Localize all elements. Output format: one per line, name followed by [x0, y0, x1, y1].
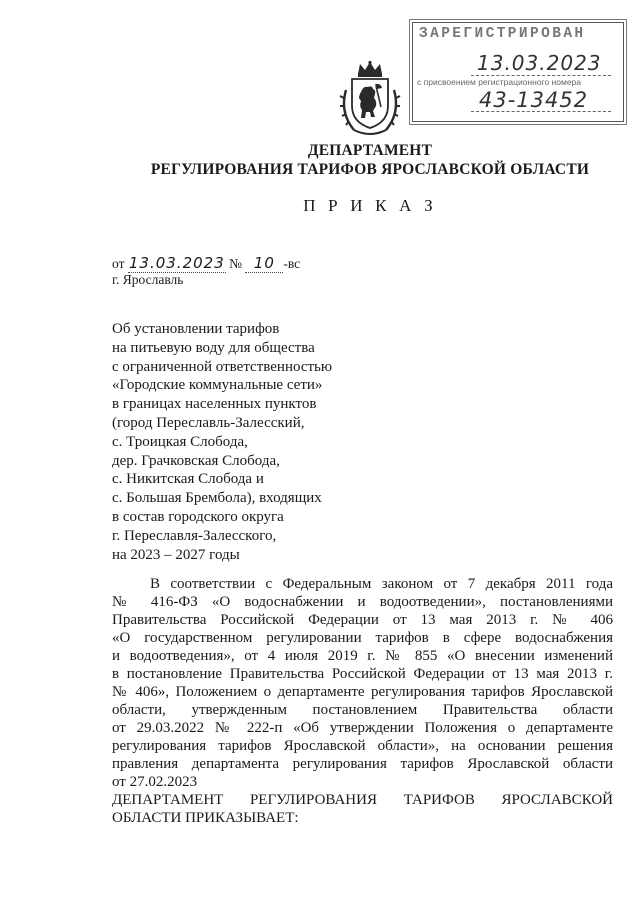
body-line: № 416-ФЗ «О водоснабжении и водоотведении», постановлениями	[112, 594, 613, 610]
body-line: от 27.02.2023	[112, 774, 198, 790]
body-line: «О государственном регулировании тарифов в сфере водоснабжения	[112, 630, 613, 646]
order-number-suffix: -вс	[283, 256, 301, 271]
registration-stamp	[412, 22, 624, 122]
number-sign: №	[229, 256, 243, 271]
subject-line: с. Большая Брембола), входящих	[112, 490, 322, 507]
body-line: Правительства Российской Федерации от 13 мая 2013 г. № 406	[112, 612, 613, 628]
coat-of-arms-icon	[338, 60, 402, 138]
subject-line: в состав городского округа	[112, 508, 284, 525]
document-type-title: П Р И К А З	[303, 196, 437, 215]
subject-line: дер. Грачковская Слобода,	[112, 452, 280, 469]
subject-line: с. Троицкая Слобода,	[112, 433, 248, 450]
order-number: 10	[245, 254, 283, 273]
subject-line: на 2023 – 2027 годы	[112, 546, 240, 563]
stamp-date-underline	[471, 75, 611, 76]
department-title-line-2: РЕГУЛИРОВАНИЯ ТАРИФОВ ЯРОСЛАВСКОЙ ОБЛАСТИ	[150, 161, 590, 178]
body-line: правления департамента регулирования тарифов Ярославской области	[112, 756, 613, 772]
subject-line: «Городские коммунальные сети»	[112, 377, 323, 394]
stamp-number: 43-13452	[479, 88, 589, 112]
subject-line: г. Переславля-Залесского,	[112, 527, 277, 544]
subject-line: с ограниченной ответственностью	[112, 358, 333, 375]
order-body	[112, 575, 613, 827]
date-prefix: от	[112, 256, 125, 271]
declaration-line: ОБЛАСТИ ПРИКАЗЫВАЕТ:	[112, 810, 299, 826]
order-subject	[112, 320, 332, 564]
order-city: г. Ярославль	[112, 272, 184, 287]
subject-line: с. Никитская Слобода и	[112, 471, 264, 488]
order-date-number	[112, 254, 300, 273]
stamp-number-underline	[471, 111, 611, 112]
stamp-caption: с присвоением регистрационного номера	[417, 77, 581, 87]
subject-line: Об установлении тарифов	[112, 321, 280, 337]
declaration-line: ДЕПАРТАМЕНТ РЕГУЛИРОВАНИЯ ТАРИФОВ ЯРОСЛАВСКОЙ	[112, 792, 613, 808]
body-line: от 29.03.2022 № 222-п «Об утверждении Положения о департаменте	[112, 720, 613, 736]
body-line: в постановление Правительства Российской Федерации от 13 мая 2013 г.	[112, 666, 613, 682]
stamp-title: ЗАРЕГИСТРИРОВАН	[419, 26, 586, 42]
body-line: области, утвержденным постановлением Правительства области	[112, 702, 613, 718]
department-title-line-1: ДЕПАРТАМЕНТ	[307, 142, 433, 159]
body-line: В соответствии с Федеральным законом от 7 декабря 2011 года	[150, 576, 613, 592]
body-line: № 406», Положением о департаменте регулирования тарифов Ярославской	[112, 684, 613, 700]
stamp-date: 13.03.2023	[477, 51, 602, 75]
body-line: и водоотведения», от 4 июля 2019 г. № 855 «О внесении изменений	[112, 648, 613, 664]
subject-line: (город Переславль-Залесский,	[112, 414, 305, 431]
subject-line: в границах населенных пунктов	[112, 396, 317, 413]
body-line: регулирования тарифов Ярославской области», на основании решения	[112, 738, 613, 754]
order-date: 13.03.2023	[128, 254, 225, 272]
subject-line: на питьевую воду для общества	[112, 339, 315, 356]
